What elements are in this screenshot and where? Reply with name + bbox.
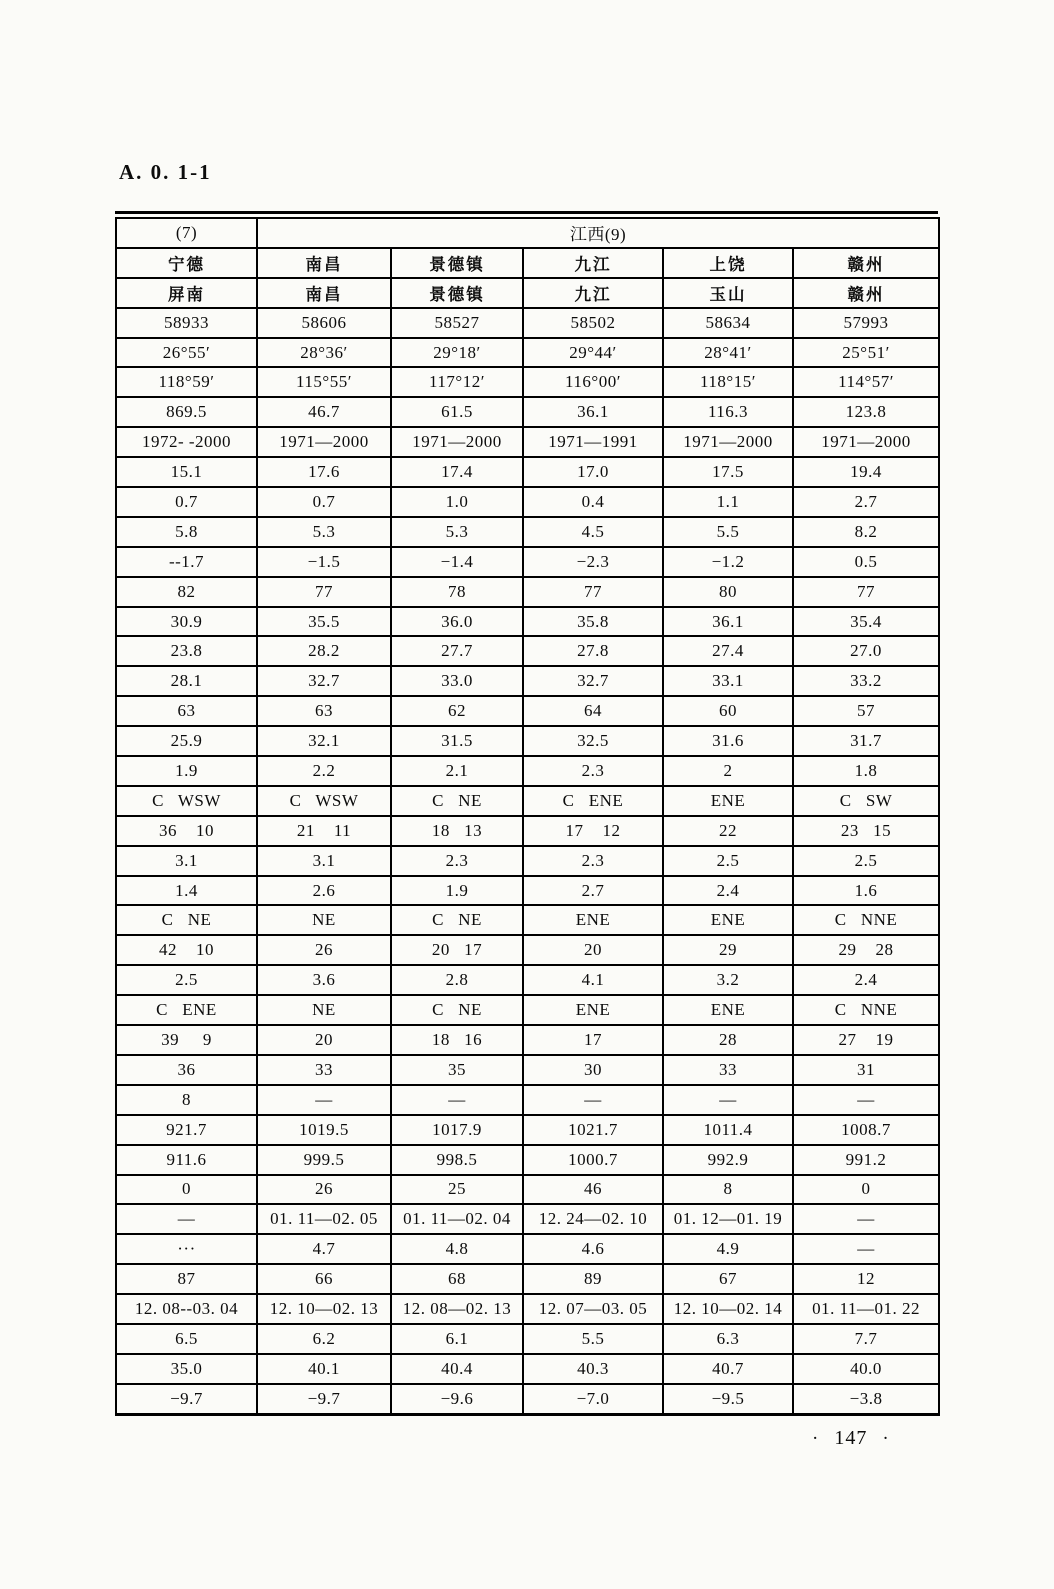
data-cell: 1019.5 — [257, 1115, 391, 1145]
data-cell: 32.1 — [257, 726, 391, 756]
data-cell: 5.3 — [391, 517, 523, 547]
data-cell: 2.7 — [523, 876, 663, 906]
data-cell: 2 — [663, 756, 793, 786]
data-cell: 62 — [391, 696, 523, 726]
data-cell: 29 — [663, 935, 793, 965]
data-cell: 20 17 — [391, 935, 523, 965]
data-cell: 01. 11—01. 22 — [793, 1294, 939, 1324]
data-cell: 1021.7 — [523, 1115, 663, 1145]
station-header-row — [116, 248, 939, 278]
table-row — [116, 1234, 939, 1264]
data-cell: 1971—2000 — [793, 427, 939, 457]
table-row — [116, 1145, 939, 1175]
data-cell: 68 — [391, 1264, 523, 1294]
data-cell: ENE — [523, 905, 663, 935]
data-cell: — — [523, 1085, 663, 1115]
data-cell: 20 — [257, 1025, 391, 1055]
data-cell: 25.9 — [116, 726, 257, 756]
data-cell: −1.5 — [257, 547, 391, 577]
data-cell: — — [116, 1204, 257, 1234]
data-cell: 77 — [523, 577, 663, 607]
station-name-cell: 屏南 — [116, 278, 257, 308]
data-cell: C ENE — [116, 995, 257, 1025]
table-row — [116, 517, 939, 547]
data-cell: 63 — [116, 696, 257, 726]
data-cell: 29°44′ — [523, 338, 663, 368]
data-cell: ENE — [663, 995, 793, 1025]
data-cell: 33.2 — [793, 666, 939, 696]
data-cell: 36.0 — [391, 607, 523, 637]
data-cell: C SW — [793, 786, 939, 816]
data-cell: 27.7 — [391, 636, 523, 666]
data-cell: 78 — [391, 577, 523, 607]
data-cell: 40.1 — [257, 1354, 391, 1384]
data-cell: 911.6 — [116, 1145, 257, 1175]
data-cell: 27.4 — [663, 636, 793, 666]
table-row — [116, 1294, 939, 1324]
data-cell: 60 — [663, 696, 793, 726]
data-cell: −1.2 — [663, 547, 793, 577]
data-cell: 1000.7 — [523, 1145, 663, 1175]
table-row — [116, 1175, 939, 1205]
data-cell: 58933 — [116, 308, 257, 338]
data-cell: 0.5 — [793, 547, 939, 577]
data-cell: 1971—2000 — [391, 427, 523, 457]
data-cell: 8 — [663, 1175, 793, 1205]
data-cell: 12. 08--03. 04 — [116, 1294, 257, 1324]
data-cell: 36 10 — [116, 816, 257, 846]
data-cell: 0 — [116, 1175, 257, 1205]
data-cell: 12. 10—02. 14 — [663, 1294, 793, 1324]
data-cell: 87 — [116, 1264, 257, 1294]
data-cell: — — [663, 1085, 793, 1115]
climate-table-wrap — [115, 211, 938, 1416]
table-row — [116, 995, 939, 1025]
table-row — [116, 876, 939, 906]
data-cell: 1.9 — [391, 876, 523, 906]
data-cell: 32.7 — [257, 666, 391, 696]
data-cell: 36.1 — [523, 397, 663, 427]
data-cell: 20 — [523, 935, 663, 965]
data-cell: 0.4 — [523, 487, 663, 517]
table-row — [116, 338, 939, 368]
data-cell: 4.8 — [391, 1234, 523, 1264]
data-cell: 1.9 — [116, 756, 257, 786]
table-row — [116, 547, 939, 577]
data-cell: 25°51′ — [793, 338, 939, 368]
station-name-cell: 南昌 — [257, 278, 391, 308]
data-cell: 89 — [523, 1264, 663, 1294]
page-number — [812, 1427, 890, 1450]
data-cell: 1.6 — [793, 876, 939, 906]
data-cell: 01. 11—02. 05 — [257, 1204, 391, 1234]
data-cell: 35.8 — [523, 607, 663, 637]
data-cell: 4.5 — [523, 517, 663, 547]
data-cell: 46.7 — [257, 397, 391, 427]
province-header: 江西(9) — [257, 218, 939, 248]
data-cell: 0.7 — [116, 487, 257, 517]
data-cell: 2.3 — [523, 846, 663, 876]
table-row — [116, 816, 939, 846]
data-cell: 21 11 — [257, 816, 391, 846]
data-cell: 1.4 — [116, 876, 257, 906]
data-cell: 921.7 — [116, 1115, 257, 1145]
data-cell: 58606 — [257, 308, 391, 338]
table-row — [116, 636, 939, 666]
data-cell: 3.1 — [257, 846, 391, 876]
table-row — [116, 1025, 939, 1055]
data-cell: 19.4 — [793, 457, 939, 487]
data-cell: 2.4 — [793, 965, 939, 995]
table-row — [116, 965, 939, 995]
data-cell: 58527 — [391, 308, 523, 338]
data-cell: C NE — [391, 786, 523, 816]
data-cell: 32.7 — [523, 666, 663, 696]
data-cell: −3.8 — [793, 1384, 939, 1414]
data-cell: 12. 10—02. 13 — [257, 1294, 391, 1324]
data-cell: 36 — [116, 1055, 257, 1085]
data-cell: 18 16 — [391, 1025, 523, 1055]
data-cell: 12 — [793, 1264, 939, 1294]
data-cell: 27.8 — [523, 636, 663, 666]
data-cell: 40.0 — [793, 1354, 939, 1384]
data-cell: C NE — [391, 995, 523, 1025]
data-cell: 2.3 — [523, 756, 663, 786]
data-cell: NE — [257, 905, 391, 935]
data-cell: 6.3 — [663, 1324, 793, 1354]
data-cell: 3.6 — [257, 965, 391, 995]
table-row — [116, 756, 939, 786]
data-cell: 23 15 — [793, 816, 939, 846]
data-cell: 6.5 — [116, 1324, 257, 1354]
data-cell: C WSW — [257, 786, 391, 816]
data-cell: ··· — [116, 1234, 257, 1264]
data-cell: 77 — [793, 577, 939, 607]
data-cell: 28 — [663, 1025, 793, 1055]
data-cell: 15.1 — [116, 457, 257, 487]
data-cell: 01. 12—01. 19 — [663, 1204, 793, 1234]
table-row — [116, 367, 939, 397]
data-cell: 26 — [257, 935, 391, 965]
data-cell: — — [793, 1085, 939, 1115]
data-cell: — — [257, 1085, 391, 1115]
data-cell: 35 — [391, 1055, 523, 1085]
data-cell: 46 — [523, 1175, 663, 1205]
data-cell: 118°15′ — [663, 367, 793, 397]
data-cell: ENE — [523, 995, 663, 1025]
data-cell: 12. 08—02. 13 — [391, 1294, 523, 1324]
station-name-cell: 九江 — [523, 248, 663, 278]
table-row — [116, 786, 939, 816]
data-cell: 35.4 — [793, 607, 939, 637]
table-row — [116, 846, 939, 876]
corner-label: (7) — [116, 218, 257, 248]
data-cell: −2.3 — [523, 547, 663, 577]
data-cell: 40.4 — [391, 1354, 523, 1384]
data-cell: 28°36′ — [257, 338, 391, 368]
table-row — [116, 1264, 939, 1294]
data-cell: — — [391, 1085, 523, 1115]
data-cell: 2.3 — [391, 846, 523, 876]
data-cell: 33 — [257, 1055, 391, 1085]
data-cell: 23.8 — [116, 636, 257, 666]
data-cell: 27 19 — [793, 1025, 939, 1055]
data-cell: 17.0 — [523, 457, 663, 487]
data-cell: 4.9 — [663, 1234, 793, 1264]
data-cell: 27.0 — [793, 636, 939, 666]
data-cell: --1.7 — [116, 547, 257, 577]
data-cell: 2.6 — [257, 876, 391, 906]
station-name-cell: 玉山 — [663, 278, 793, 308]
table-row — [116, 1115, 939, 1145]
station-name-cell: 宁德 — [116, 248, 257, 278]
data-cell: NE — [257, 995, 391, 1025]
data-cell: 17 12 — [523, 816, 663, 846]
data-cell: 31 — [793, 1055, 939, 1085]
data-cell: 40.3 — [523, 1354, 663, 1384]
table-row — [116, 935, 939, 965]
data-cell: 17.5 — [663, 457, 793, 487]
data-cell: 35.0 — [116, 1354, 257, 1384]
data-cell: 80 — [663, 577, 793, 607]
data-cell: C WSW — [116, 786, 257, 816]
data-cell: 28°41′ — [663, 338, 793, 368]
table-row — [116, 1204, 939, 1234]
data-cell: 123.8 — [793, 397, 939, 427]
page-number-dot-left: · — [812, 1428, 820, 1449]
table-row — [116, 1055, 939, 1085]
data-cell: 998.5 — [391, 1145, 523, 1175]
data-cell: C NE — [391, 905, 523, 935]
data-cell: C NE — [116, 905, 257, 935]
table-row — [116, 905, 939, 935]
data-cell: 33.0 — [391, 666, 523, 696]
data-cell: 18 13 — [391, 816, 523, 846]
data-cell: 1971—1991 — [523, 427, 663, 457]
data-cell: 12. 07—03. 05 — [523, 1294, 663, 1324]
data-cell: 0.7 — [257, 487, 391, 517]
data-cell: 3.2 — [663, 965, 793, 995]
data-cell: 42 10 — [116, 935, 257, 965]
data-cell: 28.1 — [116, 666, 257, 696]
table-row — [116, 666, 939, 696]
data-cell: 117°12′ — [391, 367, 523, 397]
table-row — [116, 487, 939, 517]
data-cell: 5.3 — [257, 517, 391, 547]
data-cell: 116.3 — [663, 397, 793, 427]
data-cell: 61.5 — [391, 397, 523, 427]
data-cell: 999.5 — [257, 1145, 391, 1175]
station-name-cell: 赣州 — [793, 278, 939, 308]
data-cell: 3.1 — [116, 846, 257, 876]
data-cell: 67 — [663, 1264, 793, 1294]
data-cell: 5.5 — [663, 517, 793, 547]
table-row — [116, 577, 939, 607]
data-cell: 1.8 — [793, 756, 939, 786]
data-cell: 4.1 — [523, 965, 663, 995]
data-cell: 77 — [257, 577, 391, 607]
data-cell: 2.2 — [257, 756, 391, 786]
data-cell: 36.1 — [663, 607, 793, 637]
data-cell: 29 28 — [793, 935, 939, 965]
data-cell: 01. 11—02. 04 — [391, 1204, 523, 1234]
data-cell: 6.2 — [257, 1324, 391, 1354]
data-cell: −1.4 — [391, 547, 523, 577]
data-cell: 2.4 — [663, 876, 793, 906]
data-cell: 4.6 — [523, 1234, 663, 1264]
data-cell: 2.5 — [793, 846, 939, 876]
data-cell: C NNE — [793, 995, 939, 1025]
table-row — [116, 397, 939, 427]
data-cell: 114°57′ — [793, 367, 939, 397]
table-row — [116, 1324, 939, 1354]
data-cell: 991.2 — [793, 1145, 939, 1175]
data-cell: 2.5 — [116, 965, 257, 995]
data-cell: 4.7 — [257, 1234, 391, 1264]
data-cell: 29°18′ — [391, 338, 523, 368]
data-cell: C NNE — [793, 905, 939, 935]
data-cell: 26°55′ — [116, 338, 257, 368]
page-number-value: 147 — [834, 1427, 868, 1449]
data-cell: 58634 — [663, 308, 793, 338]
data-cell: 39 9 — [116, 1025, 257, 1055]
data-cell: 17.4 — [391, 457, 523, 487]
data-cell: 57 — [793, 696, 939, 726]
data-cell: 66 — [257, 1264, 391, 1294]
data-cell: 30.9 — [116, 607, 257, 637]
climate-table — [115, 217, 940, 1416]
table-row — [116, 1354, 939, 1384]
data-cell: 64 — [523, 696, 663, 726]
table-row — [116, 308, 939, 338]
data-cell: 5.5 — [523, 1324, 663, 1354]
table-row — [116, 427, 939, 457]
data-cell: 5.8 — [116, 517, 257, 547]
data-cell: 1.1 — [663, 487, 793, 517]
station-name-cell: 景德镇 — [391, 278, 523, 308]
data-cell: 33.1 — [663, 666, 793, 696]
data-cell: C ENE — [523, 786, 663, 816]
data-cell: 7.7 — [793, 1324, 939, 1354]
data-cell: 992.9 — [663, 1145, 793, 1175]
station-name-cell: 赣州 — [793, 248, 939, 278]
data-cell: 115°55′ — [257, 367, 391, 397]
data-cell: 8.2 — [793, 517, 939, 547]
data-cell: 30 — [523, 1055, 663, 1085]
data-cell: 25 — [391, 1175, 523, 1205]
data-cell: 12. 24—02. 10 — [523, 1204, 663, 1234]
data-cell: 1.0 — [391, 487, 523, 517]
data-cell: 17 — [523, 1025, 663, 1055]
data-cell: 31.6 — [663, 726, 793, 756]
data-cell: 57993 — [793, 308, 939, 338]
station-name-cell: 南昌 — [257, 248, 391, 278]
data-cell: 58502 — [523, 308, 663, 338]
data-cell: 2.8 — [391, 965, 523, 995]
data-cell: 26 — [257, 1175, 391, 1205]
data-cell: −9.6 — [391, 1384, 523, 1414]
table-label: A. 0. 1-1 — [119, 160, 212, 184]
data-cell: — — [793, 1234, 939, 1264]
data-cell: 118°59′ — [116, 367, 257, 397]
data-cell: 63 — [257, 696, 391, 726]
data-cell: 1971—2000 — [257, 427, 391, 457]
data-cell: −9.5 — [663, 1384, 793, 1414]
table-row — [116, 607, 939, 637]
station-name-cell: 九江 — [523, 278, 663, 308]
data-cell: 0 — [793, 1175, 939, 1205]
table-row — [116, 696, 939, 726]
data-cell: 2.1 — [391, 756, 523, 786]
data-cell: 17.6 — [257, 457, 391, 487]
province-header-row — [116, 218, 939, 248]
data-cell: 82 — [116, 577, 257, 607]
data-cell: 35.5 — [257, 607, 391, 637]
data-cell: 40.7 — [663, 1354, 793, 1384]
data-cell: 31.5 — [391, 726, 523, 756]
station-name-cell: 景德镇 — [391, 248, 523, 278]
table-row — [116, 1085, 939, 1115]
data-cell: 31.7 — [793, 726, 939, 756]
data-cell: ENE — [663, 786, 793, 816]
table-row — [116, 457, 939, 487]
data-cell: 33 — [663, 1055, 793, 1085]
data-cell: 1008.7 — [793, 1115, 939, 1145]
data-cell: — — [793, 1204, 939, 1234]
data-cell: 869.5 — [116, 397, 257, 427]
page-number-dot-right: · — [882, 1428, 890, 1449]
station-header-row — [116, 278, 939, 308]
data-cell: 1017.9 — [391, 1115, 523, 1145]
data-cell: 1972- -2000 — [116, 427, 257, 457]
data-cell: 2.5 — [663, 846, 793, 876]
data-cell: −9.7 — [257, 1384, 391, 1414]
data-cell: −9.7 — [116, 1384, 257, 1414]
table-row — [116, 726, 939, 756]
data-cell: 1011.4 — [663, 1115, 793, 1145]
data-cell: 22 — [663, 816, 793, 846]
data-cell: 32.5 — [523, 726, 663, 756]
station-name-cell: 上饶 — [663, 248, 793, 278]
data-cell: 6.1 — [391, 1324, 523, 1354]
data-cell: 28.2 — [257, 636, 391, 666]
data-cell: 2.7 — [793, 487, 939, 517]
data-cell: 116°00′ — [523, 367, 663, 397]
data-cell: 1971—2000 — [663, 427, 793, 457]
data-cell: 8 — [116, 1085, 257, 1115]
data-cell: −7.0 — [523, 1384, 663, 1414]
table-row — [116, 1384, 939, 1414]
data-cell: ENE — [663, 905, 793, 935]
